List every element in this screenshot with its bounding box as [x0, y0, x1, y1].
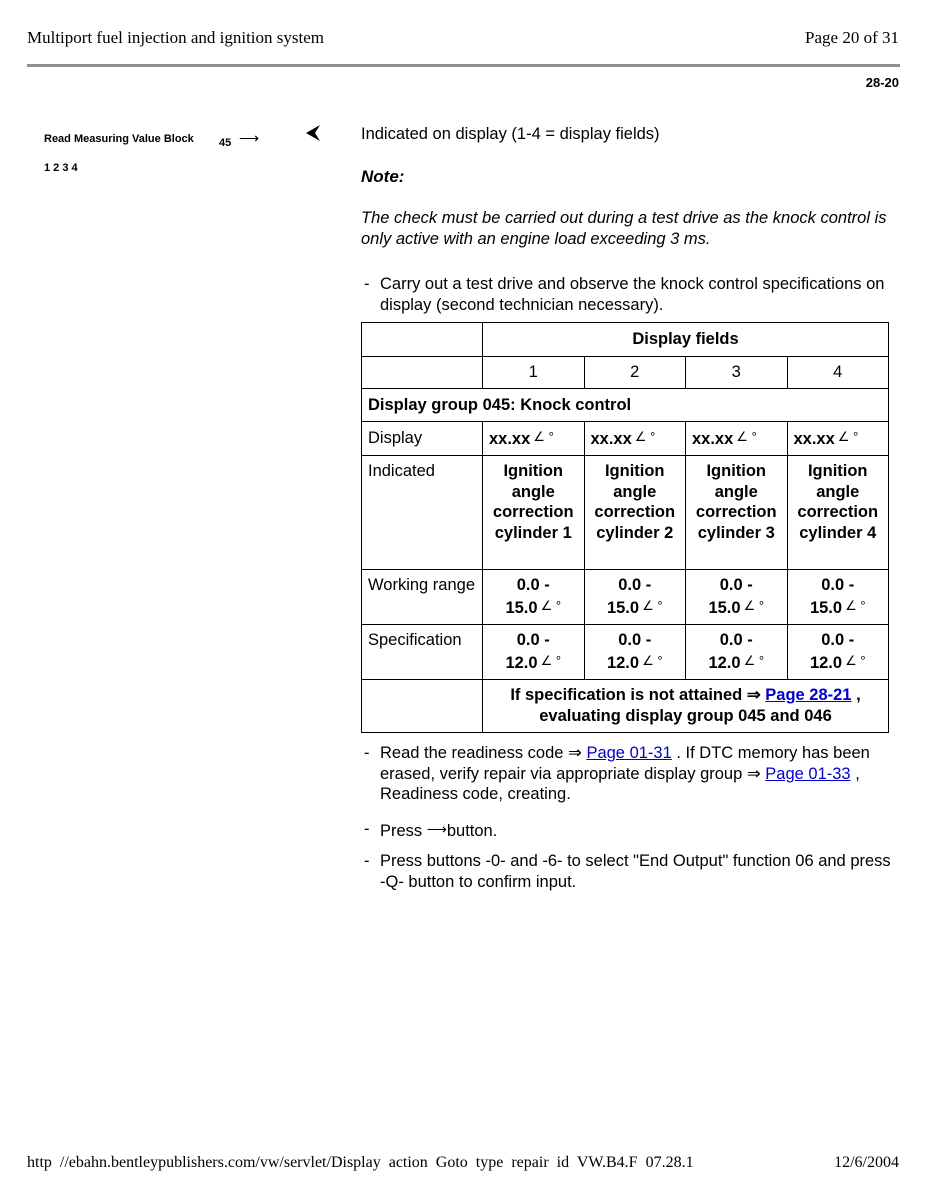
display-value-text: xx.xx [489, 430, 531, 449]
step-test-drive [364, 274, 894, 315]
table-header-row [362, 323, 889, 357]
row-label-specification: Specification [362, 625, 483, 680]
link-page-01-33[interactable]: Page 01-33 [765, 764, 851, 783]
range-from: 0.0 - [618, 576, 652, 594]
table-blank-cell [362, 357, 483, 389]
field-number-2: 2 [584, 357, 686, 389]
specification-1 [483, 625, 585, 680]
step-dash: - [364, 852, 370, 870]
display-value-1 [483, 422, 585, 456]
specification-4 [787, 625, 889, 680]
angle-degree-icon: ∠ ° [540, 597, 562, 613]
table-row-indicated [362, 456, 889, 570]
display-value-text: xx.xx [793, 430, 835, 449]
step-dash: - [364, 275, 370, 293]
note-title: Note: [361, 167, 405, 186]
working-range-1 [483, 570, 585, 625]
display-value-2 [584, 422, 686, 456]
step-dash: - [364, 820, 370, 838]
spec-to: 12.0 [708, 653, 741, 672]
angle-degree-icon: ∠ ° [837, 429, 859, 445]
step-text: Press buttons -0- and -6- to select "End Output" function 06 and press -Q- button to confirm input. [380, 852, 891, 891]
field-number-1: 1 [483, 357, 585, 389]
field-number-3: 3 [686, 357, 788, 389]
spec-from: 0.0 - [719, 631, 753, 649]
group-title-row [362, 389, 889, 422]
sidebar-display-fields: 1 2 3 4 [44, 162, 78, 174]
right-arrow-icon: ⟶ [239, 130, 260, 146]
spec-to: 12.0 [809, 653, 843, 672]
step-text-part: button. [446, 822, 498, 840]
angle-degree-icon: ∠ ° [642, 652, 663, 668]
page-code: 28-20 [865, 75, 899, 90]
footer-text: If specification is not attained ⇒ [510, 686, 766, 704]
row-label-indicated: Indicated [362, 456, 483, 570]
step-text [380, 743, 894, 805]
angle-degree-icon: ∠ ° [533, 429, 554, 445]
display-value-3 [686, 422, 788, 456]
display-value-text: xx.xx [590, 430, 632, 449]
table-row-specification [362, 625, 889, 680]
range-to: 15.0 [606, 598, 640, 617]
working-range-4 [787, 570, 889, 625]
intro-text: Indicated on display (1-4 = display fields) [361, 125, 660, 143]
display-value-4 [787, 422, 889, 456]
header-divider [27, 64, 900, 67]
display-fields-header: Display fields [483, 323, 889, 357]
footer-date: 12/6/2004 [834, 1154, 899, 1171]
field-number-4: 4 [787, 357, 889, 389]
spec-to: 12.0 [505, 653, 538, 672]
spec-from: 0.0 - [618, 631, 652, 649]
indicated-value-3: Ignition angle correction cylinder 3 [686, 456, 788, 570]
sidebar-channel-number: 45 [219, 137, 232, 149]
table-row-working-range [362, 570, 889, 625]
step-text-part: Press [380, 822, 423, 840]
indicated-value-1: Ignition angle correction cylinder 1 [483, 456, 585, 570]
angle-degree-icon: ∠ ° [845, 652, 866, 668]
indicated-value-4: Ignition angle correction cylinder 4 [787, 456, 889, 570]
range-from: 0.0 - [719, 576, 753, 594]
range-from: 0.0 - [516, 576, 550, 594]
step-readiness-code [364, 743, 894, 805]
working-range-3 [686, 570, 788, 625]
angle-degree-icon: ∠ ° [540, 652, 562, 668]
step-end-output [364, 851, 894, 892]
step-dash: - [364, 744, 370, 762]
table-row-display [362, 422, 889, 456]
table-blank-cell [362, 680, 483, 733]
angle-degree-icon: ∠ ° [642, 597, 663, 613]
angle-degree-icon: ∠ ° [845, 597, 866, 613]
display-group-title: Display group 045: Knock control [362, 389, 889, 422]
spec-from: 0.0 - [516, 631, 550, 649]
right-arrow-icon: ⟶ [426, 821, 447, 837]
range-to: 15.0 [708, 598, 741, 617]
step-text-part: . If DTC memory has been erased, verify repair via appropriate display group ⇒ [380, 744, 870, 783]
pointer-icon-svg [304, 124, 324, 142]
document-title: Multiport fuel injection and ignition system [27, 28, 324, 47]
step-text: Carry out a test drive and observe the knock control specifications on display (second technician necessary). [380, 275, 885, 314]
spec-from: 0.0 - [821, 631, 855, 649]
footer-text: , evaluating display group 045 and 046 [539, 686, 861, 725]
pointer-icon [304, 124, 324, 148]
row-label-working-range: Working range [362, 570, 483, 625]
specification-2 [584, 625, 686, 680]
specification-3 [686, 625, 788, 680]
table-footer-row [362, 680, 889, 733]
range-to: 15.0 [505, 598, 538, 617]
knock-control-table [361, 322, 889, 733]
step-text-part: , Readiness code, creating. [380, 764, 860, 803]
table-corner-cell [362, 323, 483, 357]
footer-url: http //ebahn.bentleypublishers.com/vw/servlet/Display action Goto type repair id VW.B4.F 07.28.1 [27, 1154, 694, 1171]
page-number: Page 20 of 31 [805, 28, 899, 47]
step-text-part: Read the readiness code ⇒ [380, 744, 587, 762]
step-text [380, 819, 894, 842]
note-text: The check must be carried out during a test drive as the knock control is only active with an engine load exceeding 3 ms. [361, 209, 887, 248]
field-number-row [362, 357, 889, 389]
working-range-2 [584, 570, 686, 625]
range-from: 0.0 - [821, 576, 855, 594]
spec-to: 12.0 [606, 653, 640, 672]
indicated-value-2: Ignition angle correction cylinder 2 [584, 456, 686, 570]
angle-degree-icon: ∠ ° [743, 597, 765, 613]
range-to: 15.0 [809, 598, 843, 617]
angle-degree-icon: ∠ ° [736, 429, 757, 445]
link-page-28-21[interactable]: Page 28-21 [765, 686, 852, 704]
angle-degree-icon: ∠ ° [634, 429, 656, 445]
row-label-display: Display [362, 422, 483, 456]
link-page-01-31[interactable]: Page 01-31 [586, 744, 672, 762]
sidebar-function-title: Read Measuring Value Block [44, 133, 194, 145]
spec-not-attained-note [483, 680, 889, 733]
display-value-text: xx.xx [692, 430, 734, 449]
angle-degree-icon: ∠ ° [743, 652, 765, 668]
step-press-button [364, 819, 894, 842]
